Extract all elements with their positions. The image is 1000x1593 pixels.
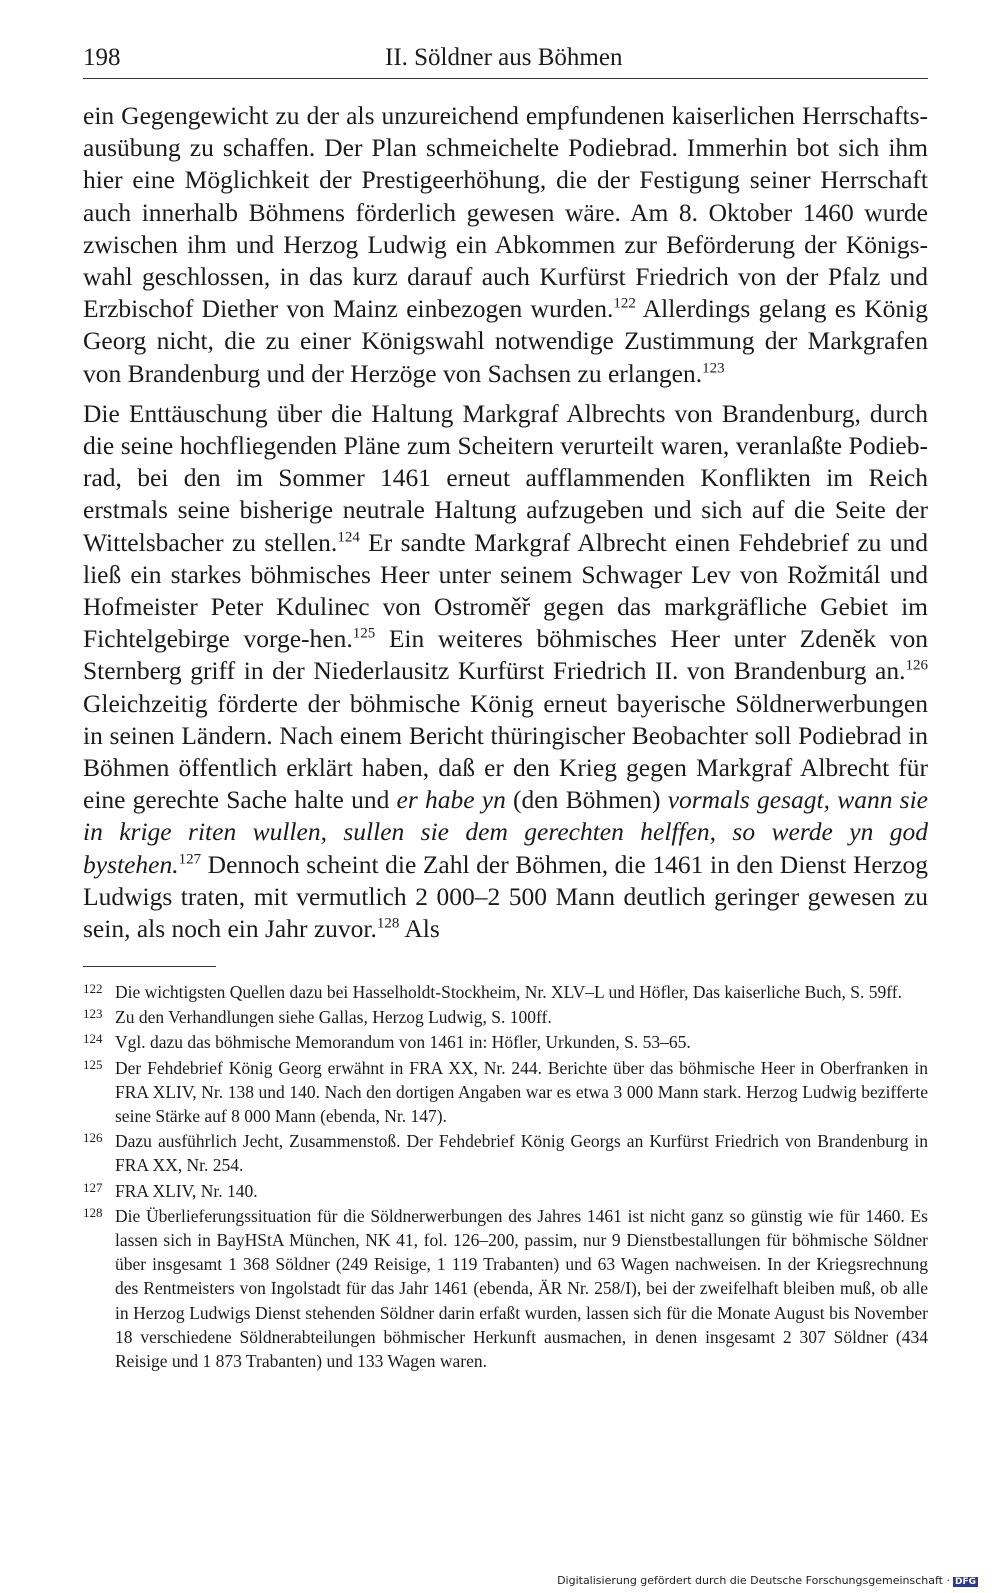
footnote-number: 123 — [83, 1006, 103, 1022]
text-run: (den Böhmen) — [505, 785, 668, 815]
text-run: Ein weiteres böhmisches Heer unter Zdeněk von Sternberg griff in der Niederlausitz Kurfürst Friedrich II. von Brandenburg an. — [83, 624, 929, 686]
footnote — [83, 1005, 928, 1029]
quoted-italic-text: er habe yn — [396, 785, 506, 815]
footnote-reference: 127 — [178, 851, 202, 868]
text-run: Die Enttäuschung über die Haltung Markgraf Albrechts von Brandenburg, durch die seine hochfliegenden Pläne zum Scheitern verurteilt waren, veranlaßte Podieb-rad, bei den im Sommer 1461 erneut aufflammenden Konflikten im Reich erstmals seine bisherige neutrale Haltung aufzugeben und sich auf die Seite der Wittelsbacher zu stellen. — [83, 398, 928, 557]
running-head: II. Söldner aus Böhmen — [385, 44, 623, 71]
footnote — [83, 1129, 928, 1177]
footnote-text: Vgl. dazu das böhmische Memorandum von 1461 in: Höfler, Urkunden, S. 53–65. — [115, 1032, 691, 1053]
footnote-text: Dazu ausführlich Jecht, Zusammenstoß. Der Fehdebrief König Georgs an Kurfürst Friedrich von Brandenburg in FRA XX, Nr. 254. — [115, 1131, 928, 1176]
footnote-text: FRA XLIV, Nr. 140. — [115, 1180, 258, 1201]
footnote-number: 122 — [83, 981, 103, 996]
page-number: 198 — [83, 44, 121, 71]
footnote-reference: 122 — [613, 295, 636, 312]
digitization-credit — [557, 1574, 978, 1587]
paragraph — [83, 100, 928, 390]
footnote-reference: 123 — [702, 360, 725, 377]
dfg-logo: DFG — [954, 1577, 976, 1587]
text-run: Er sandte Markgraf Albrecht einen Fehdebrief zu und ließ ein starkes böhmisches Heer unter seinem Schwager Lev von Rožmitál und Hofmeister Peter Kdulinec von Ostroměř gegen das markgräfliche Gebiet im Fichtelgebirge vorge-hen. — [83, 527, 928, 654]
footnotes — [83, 980, 928, 1374]
footnote-number: 126 — [83, 1130, 103, 1146]
header-rule — [83, 78, 928, 79]
quoted-italic-text: vormals gesagt, wann sie in krige riten wullen, sullen sie dem gerechten helffen, so werde yn god bystehen. — [83, 785, 929, 879]
credit-text: Digitalisierung gefördert durch die Deutsche Forschungsgemeinschaft · — [557, 1574, 950, 1587]
text-run: Als — [399, 914, 440, 944]
footnote-number: 124 — [83, 1031, 103, 1047]
footnote — [83, 1179, 928, 1203]
paragraph — [83, 398, 928, 945]
footnote-text: Zu den Verhandlungen siehe Gallas, Herzog Ludwig, S. 100ff. — [115, 1007, 552, 1028]
footnote-number: 127 — [83, 1179, 103, 1195]
footnote-reference: 126 — [905, 657, 928, 674]
footnote-text: Die Überlieferungssituation für die Söldnerwerbungen des Jahres 1461 ist nicht ganz so günstig wie für 1460. Es lassen sich in BayHStA München, NK 41, fol. 126–200, passim, nur 9 Dienstbestallungen für böhmische Söldner über insgesamt 1 368 Söldner (249 Reisige, 1 119 Trabanten) und 63 Wagen nachweisen. In der Kriegsrechnung des Rentmeisters von Ingolstadt für das Jahr 1461 (ebenda, ÄR Nr. 258/I), bei der zweifelhaft bleiben muß, ob alle in Herzog Ludwigs Dienst stehenden Söldner darin erfaßt wurden, lassen sich für die Monate August bis November 18 verschiedene Söldnerabteilungen böhmischer Herkunft ausmachen, in denen insgesamt 2 307 Söldner (434 Reisige und 1 873 Trabanten) und 133 Wagen waren. — [115, 1205, 928, 1372]
footnote-text: Die wichtigsten Quellen dazu bei Hasselholdt-Stockheim, Nr. XLV–L und Höfler, Das kaiserliche Buch, S. 59ff. — [115, 982, 902, 1002]
text-run: Gleichzeitig förderte der böhmische König erneut bayerische Söldnerwerbungen in seinen Ländern. Nach einem Bericht thüringischer Beobachter soll Podiebrad in Böhmen öffentlich erklärt haben, daß er den Krieg gegen Markgraf Albrecht für eine gerechte Sache halte und — [83, 688, 928, 815]
footnote-reference: 128 — [376, 915, 400, 932]
footnote-separator — [83, 966, 216, 967]
footnote — [83, 1030, 928, 1054]
page-header — [83, 44, 928, 76]
footnote — [83, 1204, 928, 1373]
text-run: Dennoch scheint die Zahl der Böhmen, die 1461 in den Dienst Herzog Ludwigs traten, mit vermutlich 2 000–2 500 Mann deutlich geringer gewesen zu sein, als noch ein Jahr zuvor. — [83, 849, 928, 944]
text-run: Allerdings gelang es König Georg nicht, die zu einer Königswahl notwendige Zustimmung der Markgrafen von Brandenburg und der Herzöge von Sachsen zu erlangen. — [83, 294, 928, 388]
body-text — [83, 100, 928, 945]
footnote-reference: 125 — [352, 625, 376, 642]
footnote-reference: 124 — [337, 529, 360, 546]
footnote — [83, 980, 928, 1004]
footnote-number: 125 — [83, 1056, 103, 1072]
text-run: ein Gegengewicht zu der als unzureichend empfundenen kaiserlichen Herrschafts-ausübung zu schaffen. Der Plan schmeichelte Podiebrad. Immerhin bot sich ihm hier eine Möglichkeit der Prestigeerhöhung, die der Festigung seiner Herrschaft auch innerhalb Böhmens förderlich gewesen wäre. Am 8. Oktober 1460 wurde zwischen ihm und Herzog Ludwig ein Abkommen zur Beförderung der Königs-wahl geschlossen, in das kurz darauf auch Kurfürst Friedrich von der Pfalz und Erzbischof Diether von Mainz einbezogen wurden. — [83, 101, 928, 324]
footnote — [83, 1056, 928, 1129]
footnote-text: Der Fehdebrief König Georg erwähnt in FRA XX, Nr. 244. Berichte über das böhmische Heer in Oberfranken in FRA XLIV, Nr. 138 und 140. Nach den dortigen Angaben war es etwa 3 000 Mann stark. Herzog Ludwig bezifferte seine Stärke auf 8 000 Mann (ebenda, Nr. 147). — [115, 1057, 928, 1127]
footnote-number: 128 — [83, 1204, 103, 1220]
